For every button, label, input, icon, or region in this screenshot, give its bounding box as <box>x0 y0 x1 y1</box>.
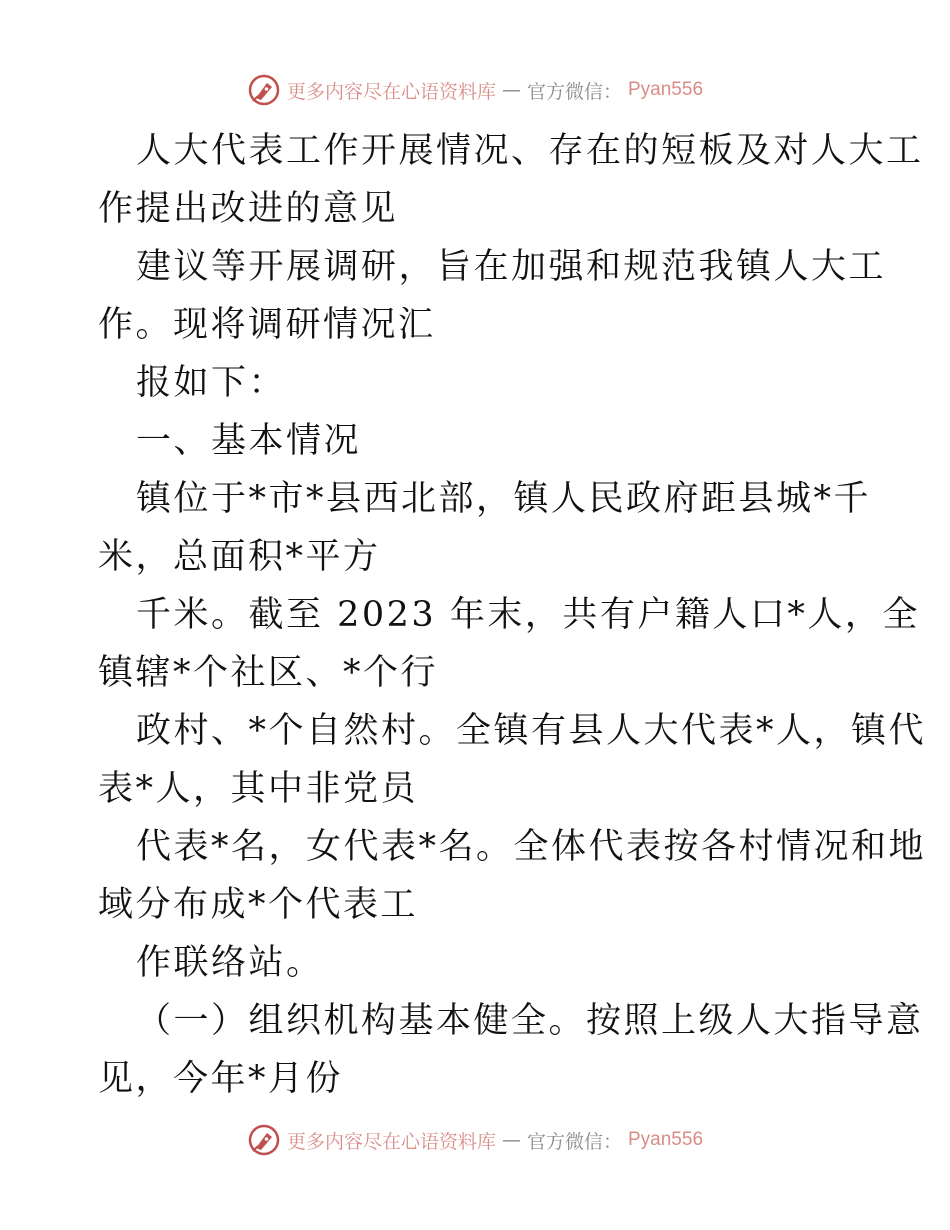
footer-watermark <box>0 1120 950 1160</box>
text-line: 域分布成*个代表工 <box>98 885 419 925</box>
watermark-wechat-id: Pyan556 <box>628 1129 704 1150</box>
watermark-official-label: 官方微信： <box>526 1130 622 1153</box>
text-line: 米，总面积*平方 <box>98 537 381 577</box>
text-line: 镇位于*市*县西北部，镇人民政府距县城*千 <box>136 479 872 519</box>
watermark-dash: — <box>501 1129 521 1151</box>
document-body <box>98 122 927 1108</box>
text-line: 报如下： <box>136 363 287 403</box>
pen-nib-logo-icon <box>247 1123 281 1157</box>
header-watermark <box>0 70 950 110</box>
watermark-text: 更多内容尽在心语资料库 <box>286 80 496 103</box>
text-line: 代表*名，女代表*名。全体代表按各村情况和地 <box>136 827 927 867</box>
text-line: 镇辖*个社区、*个行 <box>98 653 439 693</box>
watermark-wechat-id: Pyan556 <box>628 79 704 100</box>
text-line: 作提出改进的意见 <box>98 189 399 229</box>
text-line: 表*人，其中非党员 <box>98 769 419 809</box>
text-line: 政村、*个自然村。全镇有县人大代表*人，镇代 <box>136 711 927 751</box>
watermark-official-label: 官方微信： <box>526 80 622 103</box>
text-line: 建议等开展调研，旨在加强和规范我镇人大工 <box>136 247 887 287</box>
watermark-text: 更多内容尽在心语资料库 <box>286 1130 496 1153</box>
text-line: 千米。截至 2023 年末，共有户籍人口*人，全 <box>136 595 920 635</box>
text-line: 人大代表工作开展情况、存在的短板及对人大工 <box>136 131 924 171</box>
subsection-heading: （一）组织机构基本健全。按照上级人大指导意 <box>136 1001 924 1041</box>
text-line: 见，今年*月份 <box>98 1059 344 1099</box>
watermark-dash: — <box>501 79 521 101</box>
section-heading: 一、基本情况 <box>136 421 362 461</box>
text-line: 作联络站。 <box>136 943 324 983</box>
pen-nib-logo-icon <box>247 73 281 107</box>
text-line: 作。现将调研情况汇 <box>98 305 436 345</box>
